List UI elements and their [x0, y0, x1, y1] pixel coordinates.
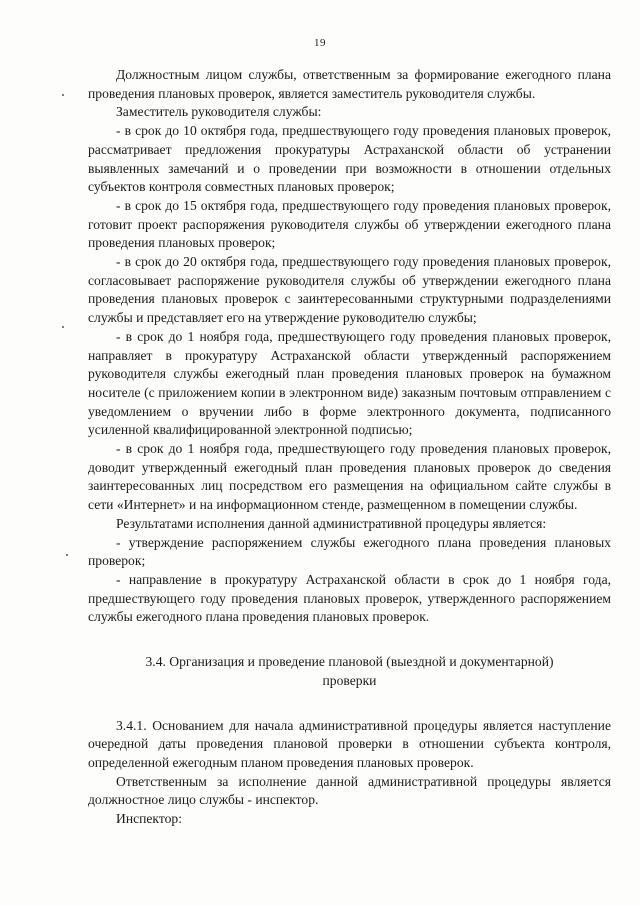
scan-speck — [66, 554, 68, 556]
paragraph: - в срок до 1 ноября года, предшествующего году проведения плановых проверок, направляет в прокуратуру Астраханской области утвержденный распоряжением руководителя службы ежегодный план проведения плановых проверок на бумажном носителе (с приложением копии в электронном виде) заказным почтовым отправлением с уведомлением о вручении либо в форме электронного документа, подписанного усиленной квалифицированной электронной подписью; — [88, 328, 611, 438]
paragraph: 3.4.1. Основанием для начала административной процедуры является наступление очередной даты проведения плановой проверки в отношении субъекта контроля, определенной ежегодным планом проведения плановых проверок. — [88, 717, 611, 770]
scan-speck — [62, 326, 64, 328]
paragraph: - в срок до 10 октября года, предшествующего году проведения плановых проверок, рассматривает предложения прокуратуры Астраханской области об устранении выявленных замечаний и о проведении при возможности в отношении отдельных субъектов контроля совместных плановых проверок; — [88, 123, 611, 195]
paragraph: - в срок до 20 октября года, предшествующего году проведения плановых проверок, согласовывает распоряжение руководителя службы об утверждении ежегодного плана проведения плановых проверок с заинтересованными структурными подразделениями службы и представляет его на утверждение руководителю службы; — [88, 254, 611, 326]
paragraph: Должностным лицом службы, ответственным за формирование ежегодного плана проведения плановых проверок, является заместитель руководителя службы. — [88, 67, 611, 101]
paragraph: Ответственным за исполнение данной административной процедуры является должностное лицо службы - инспектор. — [88, 773, 611, 808]
paragraph: - направление в прокуратуру Астраханской области в срок до 1 ноября года, предшествующего году проведения плановых проверок, утвержденного распоряжением службы ежегодного плана проведения плановых проверок. — [88, 571, 611, 625]
paragraph: - в срок до 15 октября года, предшествующего году проведения плановых проверок, готовит проект распоряжения руководителя службы об утверждении ежегодного плана проведения плановых проверок; — [88, 197, 611, 251]
paragraph: - утверждение распоряжением службы ежегодного плана проведения плановых проверок; — [88, 534, 611, 569]
scan-speck — [62, 94, 64, 96]
page-number: 19 — [314, 37, 326, 49]
paragraph: Инспектор: — [116, 811, 182, 827]
paragraph: - в срок до 1 ноября года, предшествующего году проведения плановых проверок, доводит утвержденный ежегодный план проведения плановых проверок до сведения заинтересованных лиц посредством его размещения на официальном сайте службы в сети «Интернет» и на информационном стенде, размещенном в помещении службы. — [88, 441, 611, 513]
paragraph: Результатами исполнения данной административной процедуры является: — [116, 515, 547, 531]
section-heading: 3.4. Организация и проведение плановой (выездной и документарной) проверки — [145, 654, 554, 688]
paragraph: Заместитель руководителя службы: — [116, 104, 322, 120]
document-body — [88, 66, 611, 829]
